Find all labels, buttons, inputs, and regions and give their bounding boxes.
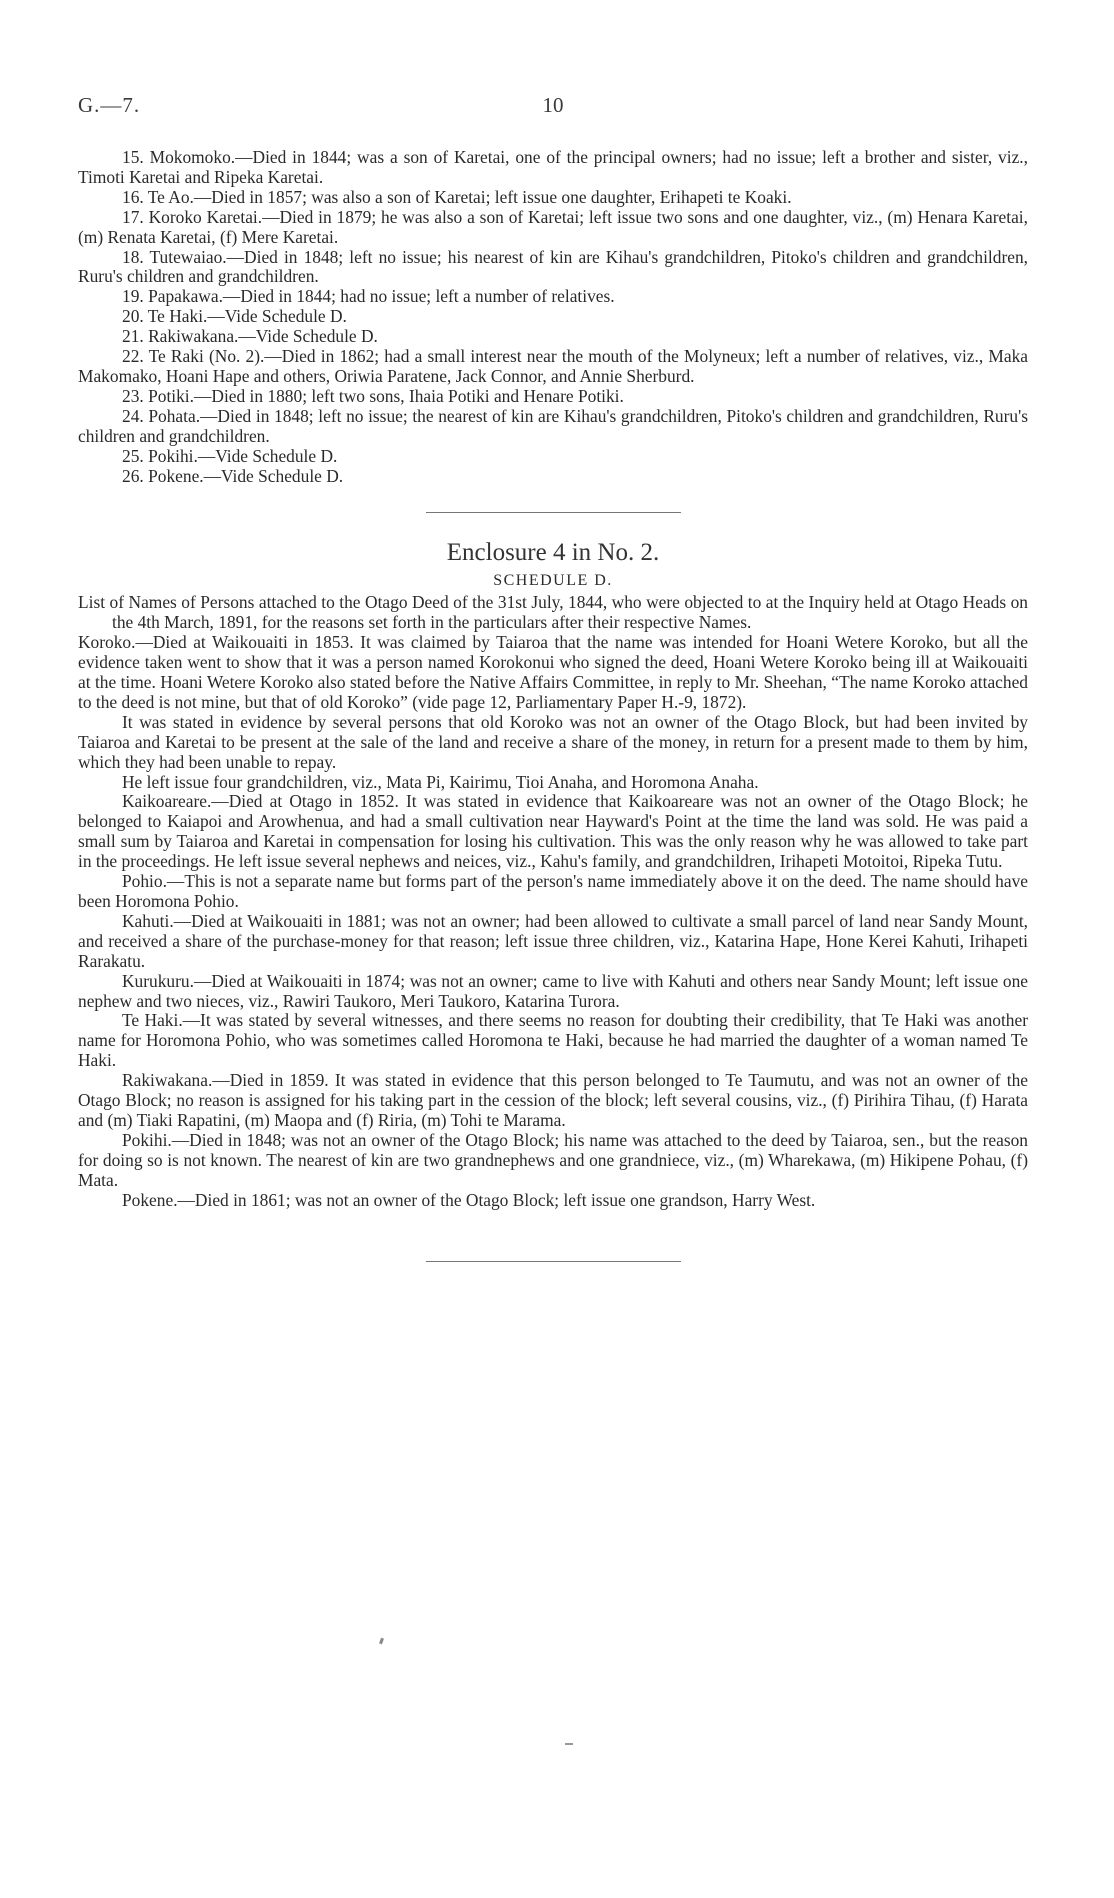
schedule-paragraph: He left issue four grandchildren, viz., Mata Pi, Kairimu, Tioi Anaha, and Horomona Anaha.	[122, 771, 759, 792]
page-header	[78, 93, 1028, 123]
numbered-entries	[78, 148, 1028, 486]
entry-22: 22. Te Raki (No. 2).—Died in 1862; had a small interest near the mouth of the Molyneux; left a number of relatives, viz., Maka Makomako, Hoani Hape and others, Oriwia Paratene, Jack Connor, and Annie Sherburd.	[78, 346, 1028, 386]
schedule-entry-te-haki: Te Haki.—It was stated by several witnesses, and there seems no reason for doubting their credibility, that Te Haki was another name for Horomona Pohio, who was sometimes called Horomona te Haki, because he had married the daughter of a woman named Te Haki.	[78, 1010, 1028, 1071]
schedule-entry-pokene: Pokene.—Died in 1861; was not an owner of the Otago Block; left issue one grandson, Harry West.	[122, 1189, 816, 1210]
schedule-entry-koroko: Koroko.—Died at Waikouaiti in 1853. It was claimed by Taiaroa that the name was intended for Hoani Wetere Koroko, but all the evidence taken went to show that it was a person named Korokonui who signed the deed, Hoani Wetere Koroko being ill at Waikouaiti at the time. Hoani Wetere Koroko also stated before the Native Affairs Committee, in reply to Mr. Sheehan, “The name Koroko attached to the deed is not mine, but that of old Koroko” (vide page 12, Parliamentary Paper H.-9, 1872).	[78, 632, 1028, 712]
list-introduction: List of Names of Persons attached to the Otago Deed of the 31st July, 1844, who were objected to at the Inquiry held at Otago Heads on the 4th March, 1891, for the reasons set forth in the particulars after their respective Names.	[78, 592, 1028, 633]
entry-24: 24. Pohata.—Died in 1848; left no issue; the nearest of kin are Kihau's grandchildren, Pitoko's children and grandchildren, Ruru's children and grandchildren.	[78, 405, 1028, 446]
entry-16: 16. Te Ao.—Died in 1857; was also a son of Karetai; left issue one daughter, Erihapeti te Koaki.	[122, 186, 792, 207]
entry-25: 25. Pokihi.—Vide Schedule D.	[122, 445, 338, 466]
print-speck	[379, 1638, 384, 1645]
schedule-paragraph: It was stated in evidence by several persons that old Koroko was not an owner of the Otago Block, but had been invited by Taiaroa and Karetai to be present at the sale of the land and receive a share of the money, in return for a present made to them by him, which they had been unable to repay.	[78, 711, 1028, 772]
entry-26: 26. Pokene.—Vide Schedule D.	[122, 465, 344, 486]
schedule-entries	[78, 633, 1028, 1210]
entry-15: 15. Mokomoko.—Died in 1844; was a son of Karetai, one of the principal owners; had no issue; left a brother and sister, viz., Timoti Karetai and Ripeka Karetai.	[78, 147, 1028, 187]
entry-17: 17. Koroko Karetai.—Died in 1879; he was also a son of Karetai; left issue two sons and one daughter, viz., (m) Henara Karetai, (m) Renata Karetai, (f) Mere Karetai.	[78, 206, 1028, 247]
entry-20: 20. Te Haki.—Vide Schedule D.	[122, 306, 347, 327]
entry-21: 21. Rakiwakana.—Vide Schedule D.	[122, 326, 378, 347]
schedule-entry-kahuti: Kahuti.—Died at Waikouaiti in 1881; was not an owner; had been allowed to cultivate a small parcel of land near Sandy Mount, and received a share of the purchase-money for that reason; left issue three children, viz., Katarina Hape, Hone Kerei Kahuti, Irihapeti Rarakatu.	[78, 910, 1028, 971]
print-speck	[565, 1743, 573, 1745]
schedule-entry-pokihi: Pokihi.—Died in 1848; was not an owner of the Otago Block; his name was attached to the deed by Taiaroa, sen., but the reason for doing so is not known. The nearest of kin are two grandnephews and one grandniece, viz., (m) Wharekawa, (m) Hikipene Pohau, (f) Mata.	[78, 1129, 1028, 1190]
entry-23: 23. Potiki.—Died in 1880; left two sons, Ihaia Potiki and Henare Potiki.	[122, 385, 624, 406]
document-reference: G.—7.	[78, 93, 141, 117]
schedule-entry-kaikoareare: Kaikoareare.—Died at Otago in 1852. It was stated in evidence that Kaikoareare was not an owner of the Otago Block; he belonged to Kaiapoi and Arowhenua, and had a small cultivation near Hayward's Point at the time the land was sold. He was paid a small sum by Taiaroa and Karetai in compensation for losing his cultivation. This was the only reason why he was allowed to take part in the proceedings. He left issue several nephews and neices, viz., Kahu's family, and grandchildren, Irihapeti Motoitoi, Ripeka Tutu.	[78, 791, 1028, 872]
schedule-entry-kurukuru: Kurukuru.—Died at Waikouaiti in 1874; was not an owner; came to live with Kahuti and others near Sandy Mount; left issue one nephew and two nieces, viz., Rawiri Taukoro, Meri Taukoro, Katarina Turora.	[78, 970, 1028, 1011]
page-number: 10	[542, 93, 564, 117]
schedule-title: SCHEDULE D.	[493, 572, 613, 590]
schedule-entry-pohio: Pohio.—This is not a separate name but forms part of the person's name immediately above it on the deed. The name should have been Horomona Pohio.	[78, 871, 1028, 911]
entry-19: 19. Papakawa.—Died in 1844; had no issue; left a number of relatives.	[122, 286, 615, 307]
entry-18: 18. Tutewaiao.—Died in 1848; left no issue; his nearest of kin are Kihau's grandchildren, Pitoko's children and grandchildren, Ruru's children and grandchildren.	[78, 246, 1028, 287]
end-divider	[426, 1261, 681, 1262]
page-body	[78, 148, 1028, 1262]
section-divider	[426, 512, 681, 513]
enclosure-title: Enclosure 4 in No. 2.	[446, 539, 660, 567]
schedule-entry-rakiwakana: Rakiwakana.—Died in 1859. It was stated in evidence that this person belonged to Te Taumutu, and was not an owner of the Otago Block; no reason is assigned for his taking part in the cession of the block; left several cousins, viz., (f) Pirihira Tihau, (f) Harata and (m) Tiaki Rapatini, (m) Maopa and (f) Riria, (m) Tohi te Marama.	[78, 1070, 1028, 1130]
